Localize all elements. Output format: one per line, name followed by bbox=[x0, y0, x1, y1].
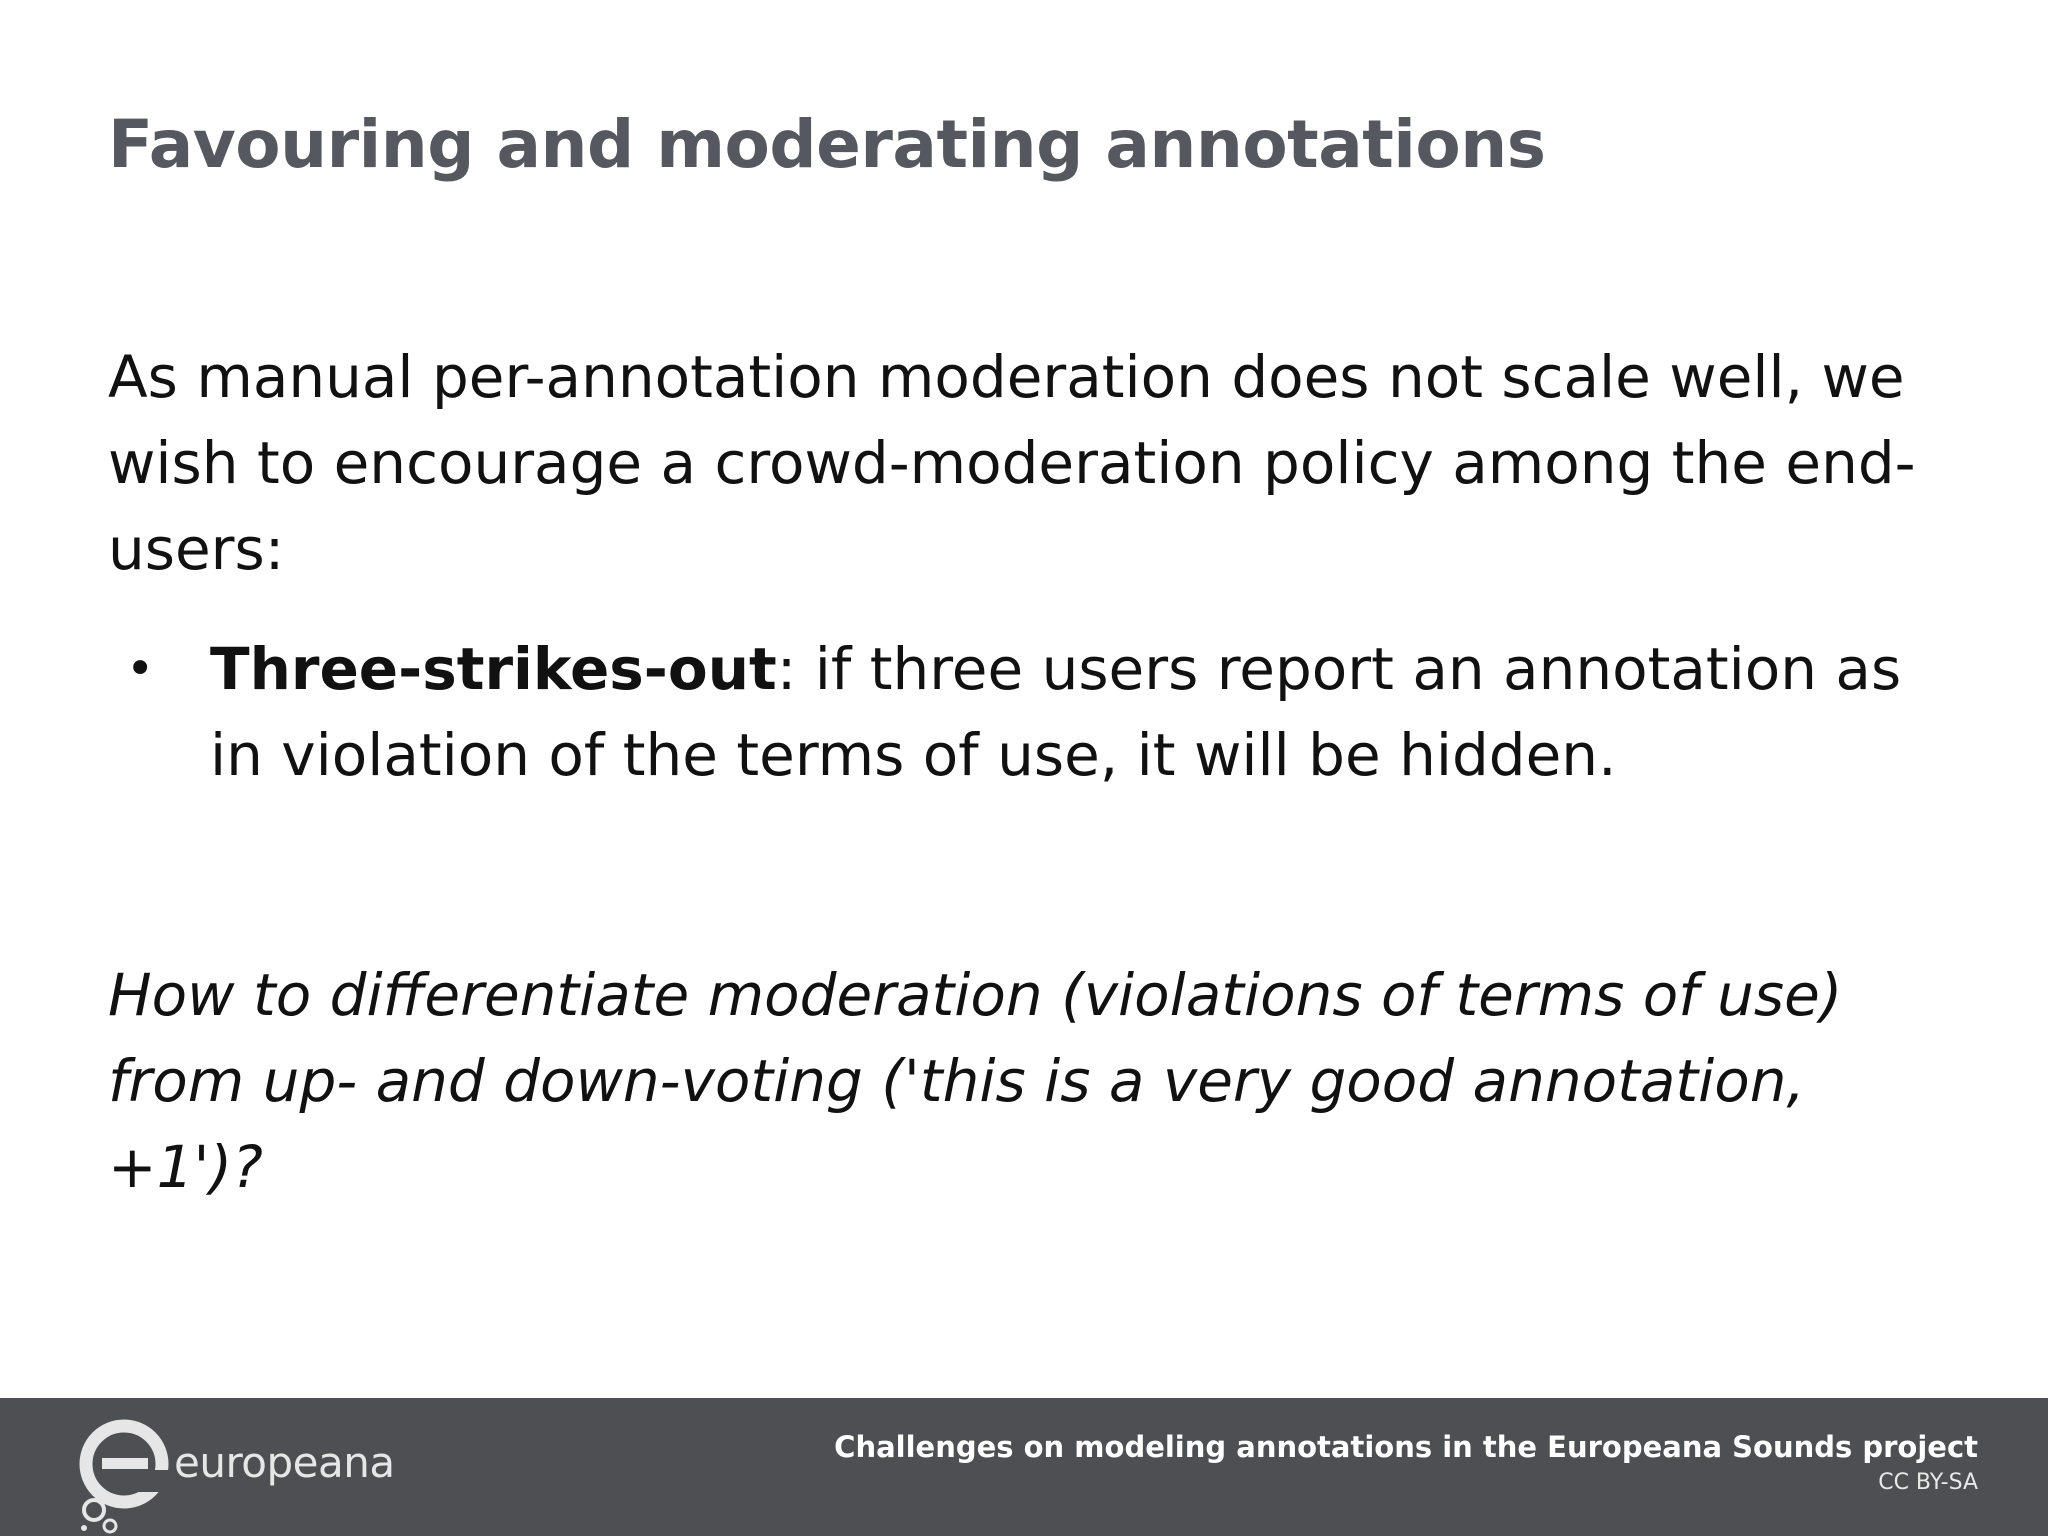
list-item bbox=[108, 626, 1968, 798]
license-label: CC BY-SA bbox=[1878, 1470, 1978, 1495]
bullet-marker: • bbox=[126, 641, 155, 697]
logo-wordmark: europeana bbox=[174, 1438, 395, 1487]
bullet-text: : if three users report an annotation as in violation of the terms of use, it will be hidden. bbox=[210, 635, 1902, 789]
footer-bar bbox=[0, 1398, 2048, 1536]
slide-title: Favouring and moderating annotations bbox=[108, 106, 1546, 183]
presentation-title: Challenges on modeling annotations in the Europeana Sounds project bbox=[834, 1430, 1978, 1464]
intro-paragraph: As manual per-annotation moderation does not scale well, we wish to encourage a crowd-moderation policy among the end-users: bbox=[108, 343, 1916, 583]
bullet-list bbox=[108, 626, 1968, 798]
europeana-logo bbox=[78, 1418, 408, 1534]
question-paragraph: How to differentiate moderation (violations of terms of use) from up- and down-voting ('this is a very good annotation, +1')? bbox=[108, 961, 1843, 1201]
bullet-term: Three-strikes-out bbox=[210, 635, 777, 703]
europeana-logo-icon bbox=[78, 1418, 174, 1534]
